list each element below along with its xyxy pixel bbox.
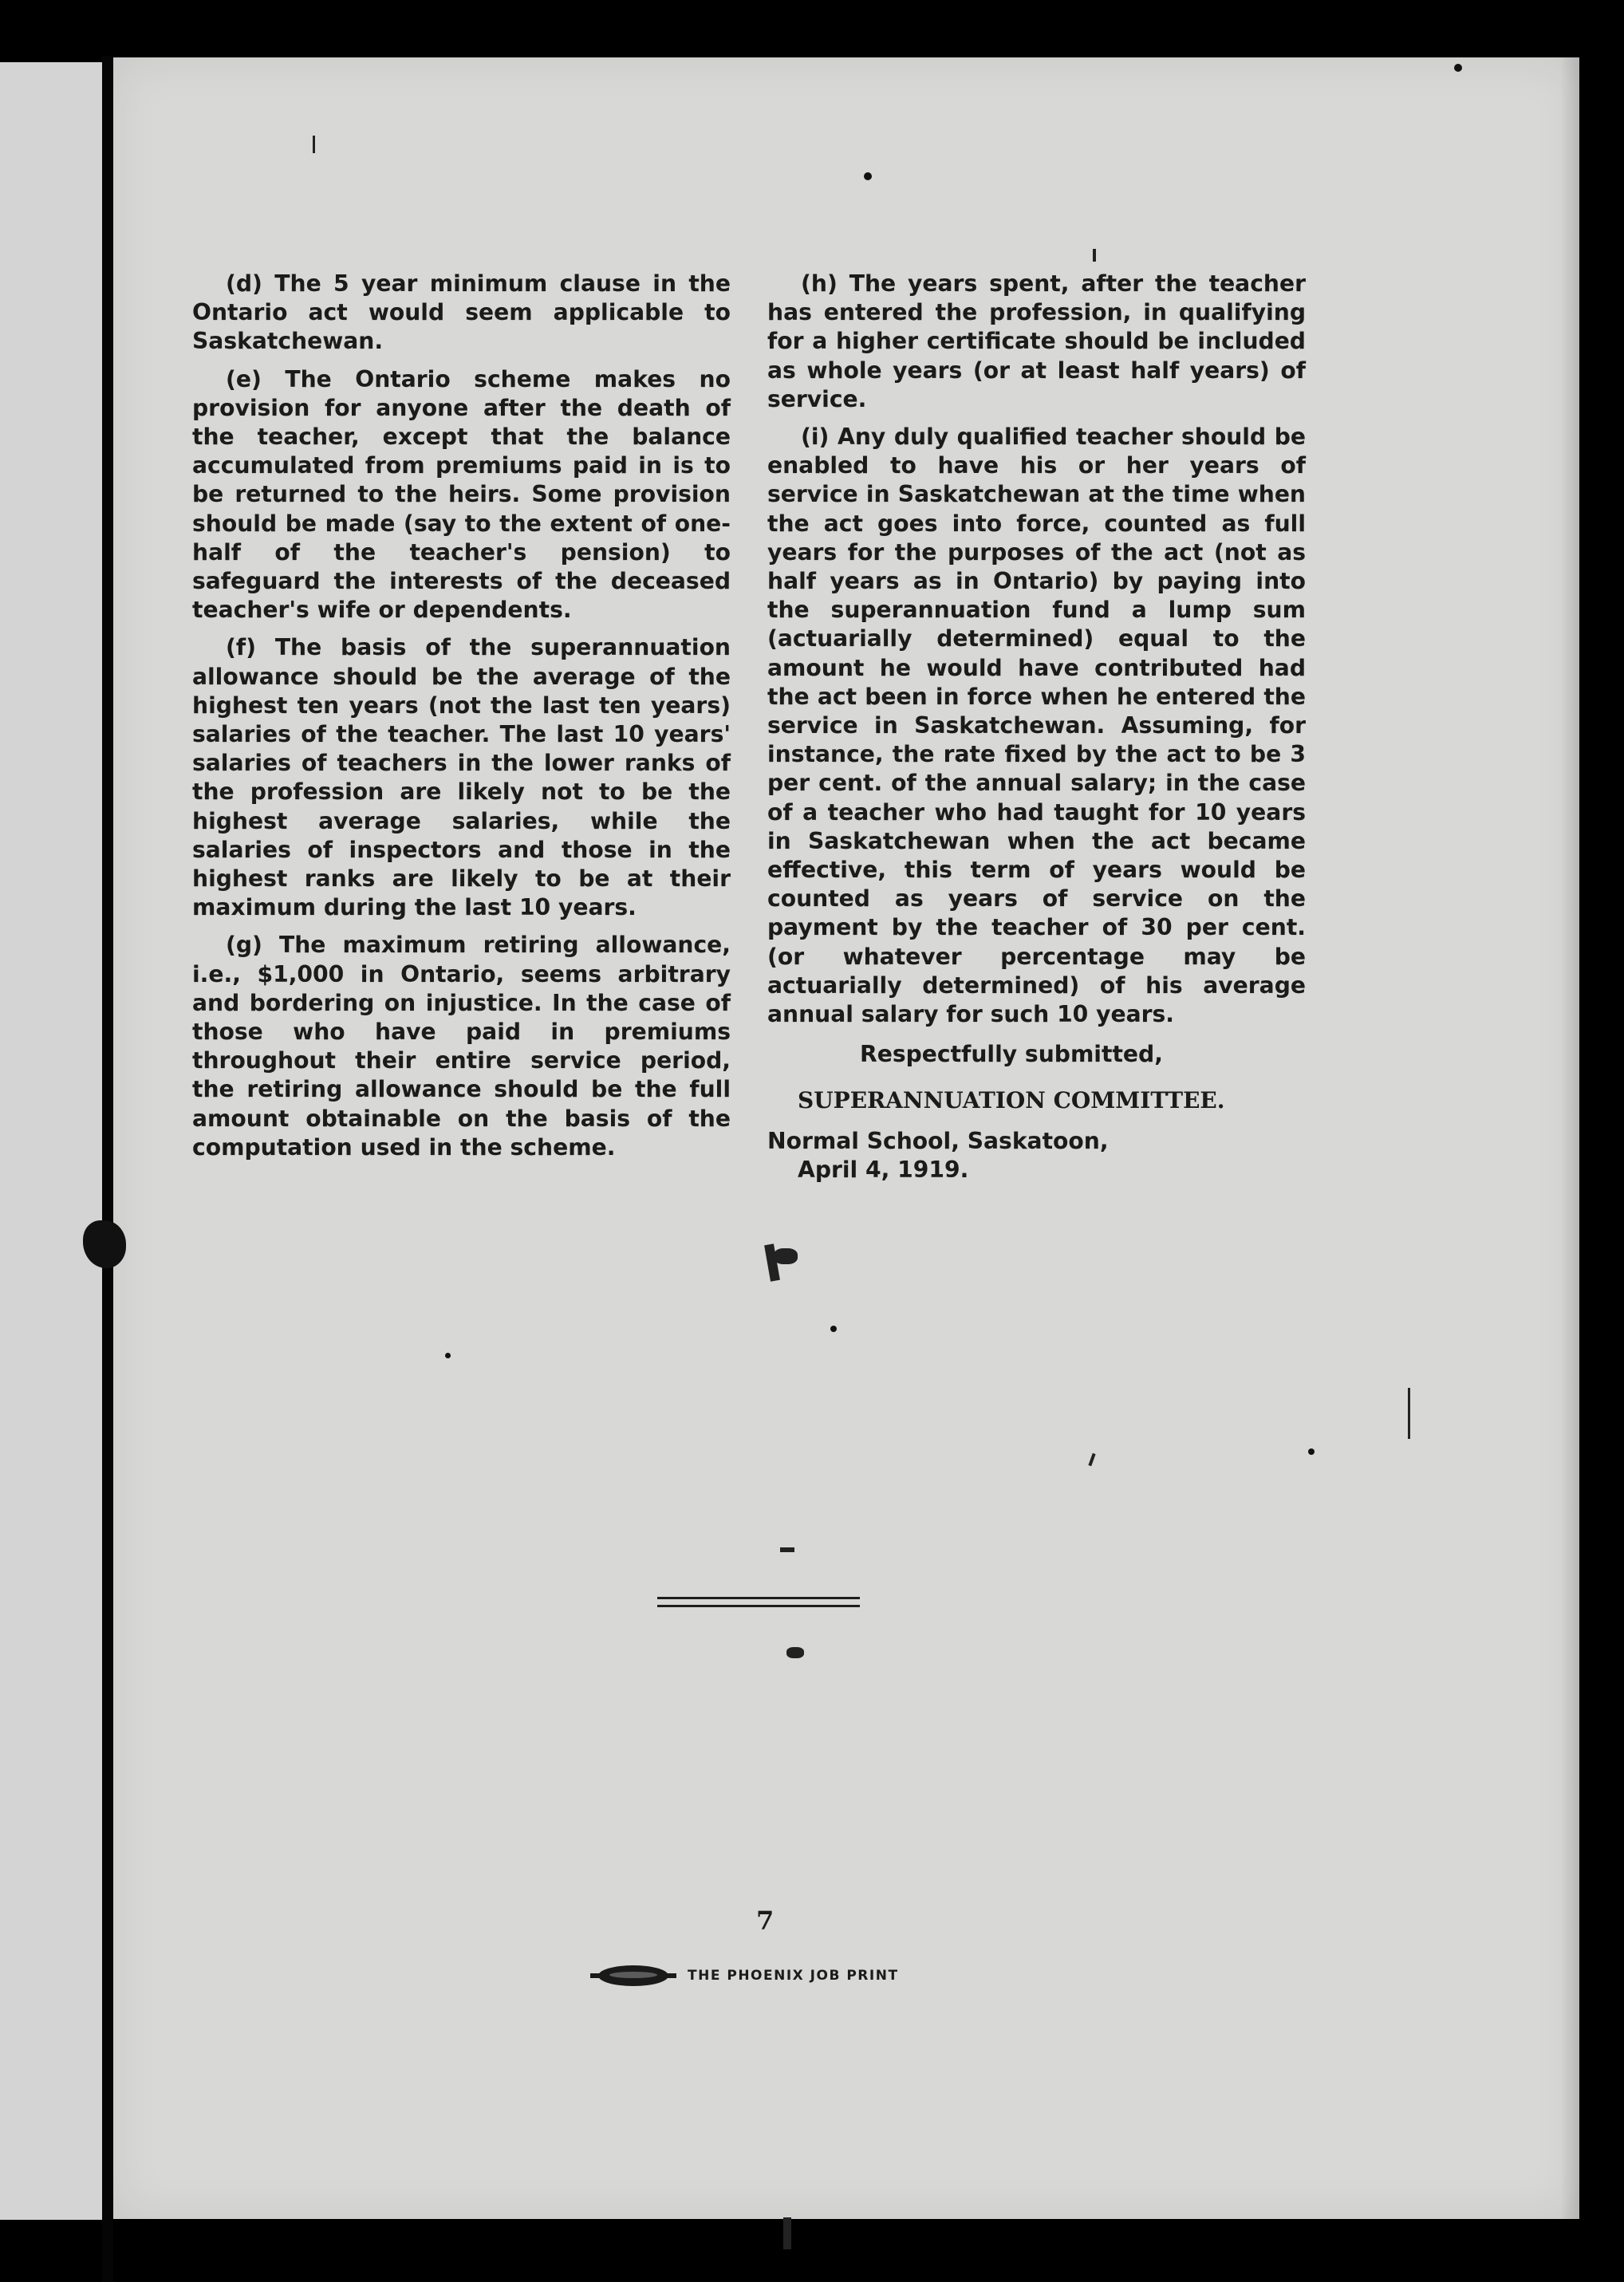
clause-f: (f) The basis of the superannuation allowance should be the average of the highest ten years (not the last ten years) salaries of the teacher. The last 10 years' salaries of teachers in the lower ranks of the profession are likely not to be the highest average salaries, while the salaries of inspectors and those in the highest ranks are likely to be at their maximum during the last 10 years. xyxy=(192,634,731,921)
page-number: 7 xyxy=(756,1906,775,1936)
right-column xyxy=(767,270,1306,1184)
page-edge-shadow xyxy=(1560,57,1579,2219)
scan-speck xyxy=(786,1647,804,1658)
committee-name: SUPERANNUATION COMMITTEE. xyxy=(798,1087,1225,1114)
double-rule-bottom xyxy=(657,1605,860,1607)
clause-e: (e) The Ontario scheme makes no provision for anyone after the death of the teacher, except that the balance accumulated from premiums paid in is to be returned to the heirs. Some provision should be made (say to the extent of one-half of the teacher's pension) to safeguard the interests of the deceased teacher's wife or dependents. xyxy=(192,365,731,624)
left-column xyxy=(192,270,731,1171)
scan-speck xyxy=(780,1547,794,1552)
scan-dot xyxy=(1454,64,1462,72)
signoff-block xyxy=(767,1040,1306,1184)
location-line: Normal School, Saskatoon, xyxy=(767,1127,1109,1154)
printer-imprint xyxy=(589,1962,899,1989)
scan-dot xyxy=(445,1353,451,1358)
scan-speck xyxy=(1093,249,1096,262)
clause-h: (h) The years spent, after the teacher has entered the profession, in qualifying for a higher certificate should be included as whole years (or at least half years) of service. xyxy=(767,270,1306,412)
scan-speck xyxy=(783,2217,791,2249)
page-gutter xyxy=(102,56,113,2282)
scan-speck xyxy=(313,136,315,153)
date-line: April 4, 1919. xyxy=(798,1156,969,1183)
closing-line: Respectfully submitted, xyxy=(860,1041,1163,1068)
clause-g: (g) The maximum retiring allowance, i.e., $1,000 in Ontario, seems arbitrary and bordering on injustice. In the case of those who have paid in premiums throughout their entire service period, the retiring allowance should be the full amount obtainable on the basis of the computation used in the scheme. xyxy=(192,932,731,1161)
adjacent-page-edge xyxy=(0,62,102,2220)
scan-dot xyxy=(830,1326,837,1332)
phoenix-logo-icon xyxy=(589,1962,678,1989)
double-rule-top xyxy=(657,1597,860,1599)
scan-dot xyxy=(1308,1448,1315,1455)
clause-i: (i) Any duly qualified teacher should be enabled to have his or her years of service in Saskatchewan at the time when the act goes into force, counted as full years for the purposes of the act (not as half years as in Ontario) by paying into the superannuation fund a lump sum (actuarially determined) equal to the amount he would have contributed had the act been in force when he entered the service in Saskatchewan. Assuming, for instance, the rate fixed by the act to be 3 per cent. of the annual salary; in the case of a teacher who had taught for 10 years in Saskatchewan when the act became effective, this term of years would be counted as years of service on the payment by the teacher of 30 per cent. (or whatever percentage may be actuarially determined) of his average annual salary for such 10 years. xyxy=(767,424,1306,1028)
clause-d: (d) The 5 year minimum clause in the Ontario act would seem applicable to Saskatchewan. xyxy=(192,270,731,355)
scan-line xyxy=(1408,1388,1410,1439)
scan-speck xyxy=(774,1248,798,1264)
imprint-text: THE PHOENIX JOB PRINT xyxy=(688,1968,899,1984)
scan-dot xyxy=(864,172,872,180)
